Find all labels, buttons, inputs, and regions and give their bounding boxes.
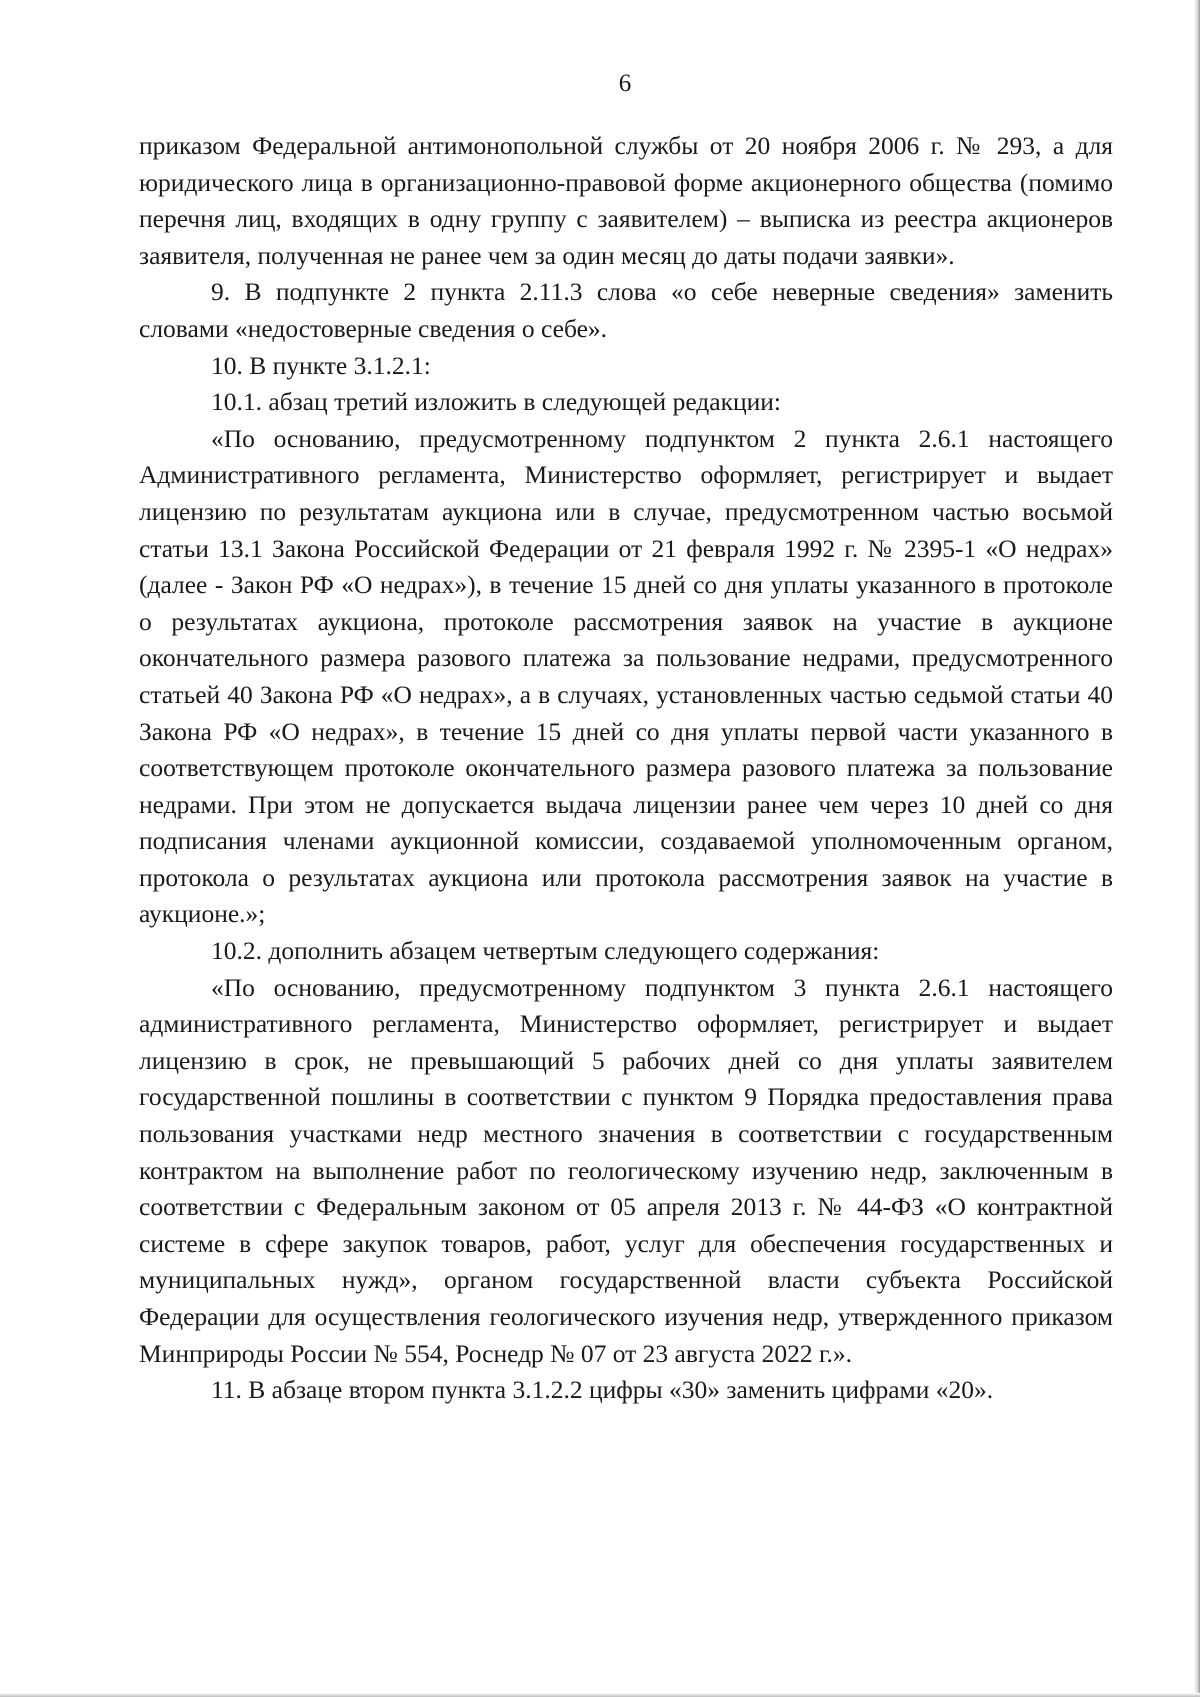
paragraph-item-11: 11. В абзаце втором пункта 3.1.2.2 цифры «30» заменить цифрами «20». (211, 1375, 994, 1405)
paragraph-item-10-2: 10.2. дополнить абзацем четвертым следующего содержания: (211, 936, 880, 966)
paragraph-continuation: приказом Федеральной антимонопольной службы от 20 ноября 2006 г. № 293, а для юридического лица в организационно-правовой форме акционерного общества (помимо перечня лиц, входящих в одну группу с заявителем) – выписка из реестра акционеров заявителя, полученная не ранее чем за один месяц до даты подачи заявки». (139, 131, 1113, 270)
scan-edge-bottom (0, 1693, 1200, 1697)
scan-edge-right (1194, 0, 1200, 1697)
paragraph-quote-3-1-2-1: «По основанию, предусмотренному подпунктом 2 пункта 2.6.1 настоящего Административного регламента, Министерство оформляет, регистрирует и выдает лицензию по результатам аукциона или в случае, предусмотренном частью восьмой статьи 13.1 Закона Российской Федерации от 21 февраля 1992 г. № 2395-1 «О недрах» (далее - Закон РФ «О недрах»), в течение 15 дней со дня уплаты указанного в протоколе о результатах аукциона, протоколе рассмотрения заявок на участие в аукционе окончательного размера разового платежа за пользование недрами, предусмотренного статьей 40 Закона РФ «О недрах», а в случаях, установленных частью седьмой статьи 40 Закона РФ «О недрах», в течение 15 дней со дня уплаты первой части указанного в соответствующем протоколе окончательного размера разового платежа за пользование недрами. При этом не допускается выдача лицензии ранее чем через 10 дней со дня подписания членами аукционной комиссии, создаваемой уполномоченным органом, протокола о результатах аукциона или протокола рассмотрения заявок на участие в аукционе.»; (139, 423, 1113, 929)
paragraph-item-10-1: 10.1. абзац третий изложить в следующей редакции: (211, 387, 782, 417)
paragraph-item-10: 10. В пункте 3.1.2.1: (211, 350, 431, 380)
page-number: 6 (618, 70, 632, 97)
paragraph-item-9: 9. В подпункте 2 пункта 2.11.3 слова «о себе неверные сведения» заменить словами «недостоверные сведения о себе». (139, 277, 1113, 343)
paragraph-quote-fourth: «По основанию, предусмотренному подпунктом 3 пункта 2.6.1 настоящего административного регламента, Министерство оформляет, регистрирует и выдает лицензию в срок, не превышающий 5 рабочих дней со дня уплаты заявителем государственной пошлины в соответствии с пунктом 9 Порядка предоставления права пользования участками недр местного значения в соответствии с государственным контрактом на выполнение работ по геологическому изучению недр, заключенным в соответствии с Федеральным законом от 05 апреля 2013 г. № 44-ФЗ «О контрактной системе в сфере закупок товаров, работ, услуг для обеспечения государственных и муниципальных нужд», органом государственной власти субъекта Российской Федерации для осуществления геологического изучения недр, утвержденного приказом Минприроды России № 554, Роснедр № 07 от 23 августа 2022 г.». (139, 972, 1113, 1368)
document-body (139, 128, 1113, 1409)
